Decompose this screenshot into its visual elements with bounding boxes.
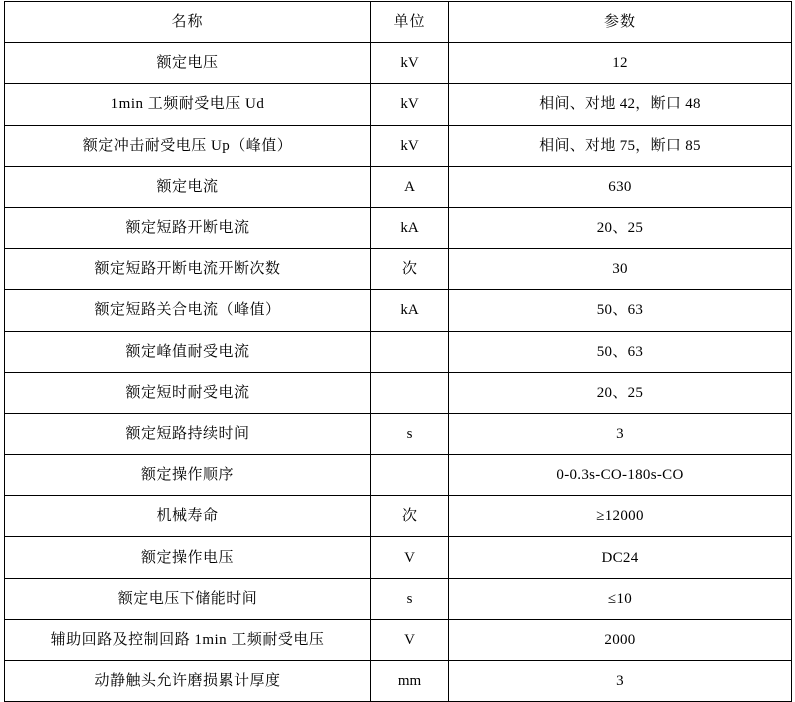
cell-param: 2000 — [449, 619, 792, 660]
cell-unit — [371, 455, 449, 496]
cell-name: 额定短时耐受电流 — [5, 372, 371, 413]
cell-name: 额定短路开断电流 — [5, 207, 371, 248]
cell-param: 20、25 — [449, 207, 792, 248]
cell-name: 额定短路持续时间 — [5, 413, 371, 454]
cell-unit: V — [371, 619, 449, 660]
table-row — [5, 331, 792, 372]
cell-unit: s — [371, 578, 449, 619]
cell-param: DC24 — [449, 537, 792, 578]
cell-name: 辅助回路及控制回路 1min 工频耐受电压 — [5, 619, 371, 660]
cell-param: 50、63 — [449, 290, 792, 331]
cell-param: 0-0.3s-CO-180s-CO — [449, 455, 792, 496]
cell-name: 额定电流 — [5, 166, 371, 207]
cell-unit: s — [371, 413, 449, 454]
cell-name: 额定操作顺序 — [5, 455, 371, 496]
cell-param: 20、25 — [449, 372, 792, 413]
cell-unit: kV — [371, 84, 449, 125]
table-row — [5, 84, 792, 125]
table-row — [5, 413, 792, 454]
cell-param: 12 — [449, 43, 792, 84]
table-row — [5, 619, 792, 660]
table-row — [5, 125, 792, 166]
cell-param: 相间、对地 75，断口 85 — [449, 125, 792, 166]
table-row — [5, 372, 792, 413]
cell-name: 额定短路开断电流开断次数 — [5, 249, 371, 290]
column-header-param: 参数 — [449, 2, 792, 43]
cell-unit: V — [371, 537, 449, 578]
cell-name: 额定峰值耐受电流 — [5, 331, 371, 372]
table-row — [5, 207, 792, 248]
column-header-unit: 单位 — [371, 2, 449, 43]
spec-sheet — [0, 1, 795, 698]
cell-param: 30 — [449, 249, 792, 290]
cell-name: 额定电压下储能时间 — [5, 578, 371, 619]
cell-name: 机械寿命 — [5, 496, 371, 537]
table-row — [5, 43, 792, 84]
cell-unit: mm — [371, 661, 449, 702]
cell-unit: 次 — [371, 496, 449, 537]
table-row — [5, 166, 792, 207]
cell-unit — [371, 331, 449, 372]
cell-unit: kA — [371, 290, 449, 331]
cell-param: 50、63 — [449, 331, 792, 372]
cell-param: 3 — [449, 661, 792, 702]
table-row — [5, 661, 792, 702]
column-header-name: 名称 — [5, 2, 371, 43]
table-body — [5, 2, 792, 702]
table-row — [5, 578, 792, 619]
cell-param: 相间、对地 42，断口 48 — [449, 84, 792, 125]
cell-name: 额定短路关合电流（峰值） — [5, 290, 371, 331]
cell-param: ≥12000 — [449, 496, 792, 537]
cell-unit — [371, 372, 449, 413]
cell-name: 额定冲击耐受电压 Up（峰值） — [5, 125, 371, 166]
table-row — [5, 455, 792, 496]
cell-name: 动静触头允许磨损累计厚度 — [5, 661, 371, 702]
cell-param: ≤10 — [449, 578, 792, 619]
cell-unit: A — [371, 166, 449, 207]
table-row — [5, 290, 792, 331]
cell-unit: kV — [371, 125, 449, 166]
cell-name: 额定操作电压 — [5, 537, 371, 578]
cell-name: 1min 工频耐受电压 Ud — [5, 84, 371, 125]
cell-param: 630 — [449, 166, 792, 207]
specification-table — [4, 1, 792, 702]
cell-unit: 次 — [371, 249, 449, 290]
cell-param: 3 — [449, 413, 792, 454]
table-row — [5, 537, 792, 578]
cell-unit: kV — [371, 43, 449, 84]
table-header-row — [5, 2, 792, 43]
cell-unit: kA — [371, 207, 449, 248]
table-row — [5, 496, 792, 537]
table-row — [5, 249, 792, 290]
cell-name: 额定电压 — [5, 43, 371, 84]
